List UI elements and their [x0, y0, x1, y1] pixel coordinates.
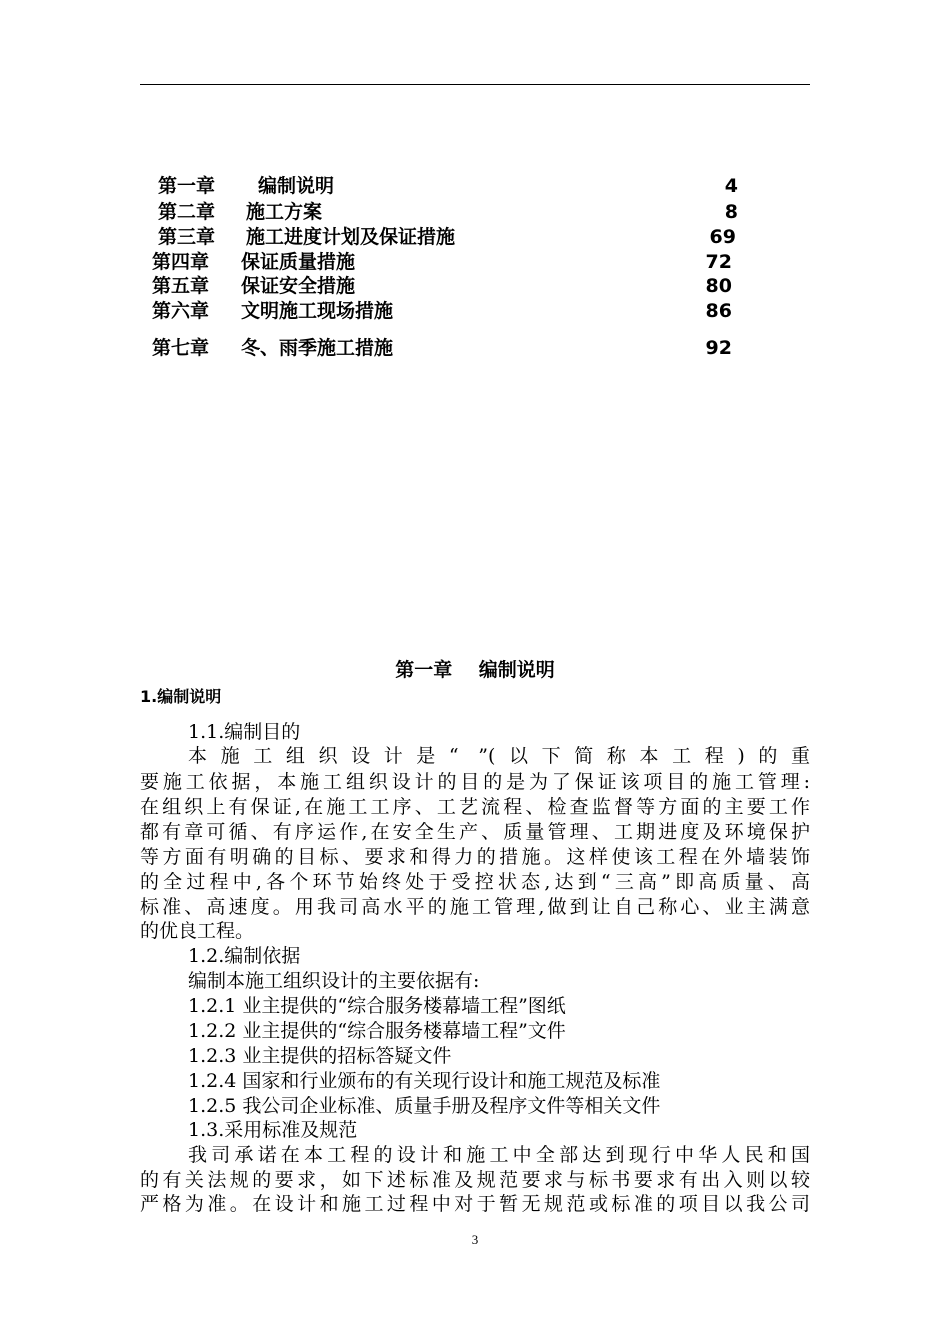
list-item: 1.2.4 国家和行业颁布的有关现行设计和施工规范及标准: [188, 1070, 661, 1092]
header-rule: [140, 84, 810, 85]
list-item: 1.2.2 业主提供的“综合服务楼幕墙工程”文件: [188, 1020, 566, 1042]
paragraph-line: 严格为准。在设计和施工过程中对于暂无规范或标准的项目以我公司: [140, 1193, 810, 1215]
paragraph-line: 编制本施工组织设计的主要依据有:: [188, 970, 480, 992]
section-heading: 1.编制说明: [140, 687, 222, 706]
list-item: 1.2.3 业主提供的招标答疑文件: [188, 1045, 452, 1067]
chapter-heading: 第一章 编制说明: [395, 659, 555, 681]
subsection-heading: 1.2.编制依据: [188, 945, 301, 967]
toc-entry[interactable]: [0, 199, 950, 225]
toc-chapter-title: 文明施工现场措施: [241, 300, 394, 322]
toc-chapter-number: 第一章: [158, 175, 216, 197]
toc-chapter-number: 第三章: [158, 226, 216, 248]
toc-chapter-number: 第七章: [152, 337, 210, 359]
toc-chapter-title: 保证安全措施: [241, 275, 356, 297]
toc-page-number: 8: [724, 201, 738, 223]
paragraph-line: 我司承诺在本工程的设计和施工中全部达到现行中华人民和国: [188, 1144, 810, 1166]
toc-entry[interactable]: [0, 298, 950, 324]
paragraph-line: 要施工依据，本施工组织设计的目的是为了保证该项目的施工管理:: [140, 771, 810, 793]
toc-page-number: 86: [705, 300, 732, 322]
toc-chapter-title: 施工方案: [246, 201, 323, 223]
toc-page-number: 80: [705, 275, 732, 297]
list-item: 1.2.5 我公司企业标准、质量手册及程序文件等相关文件: [188, 1095, 661, 1117]
paragraph-line: 的有关法规的要求，如下述标准及规范要求与标书要求有出入则以较: [140, 1169, 810, 1191]
toc-entry[interactable]: [0, 249, 950, 275]
list-item: 1.2.1 业主提供的“综合服务楼幕墙工程”图纸: [188, 995, 566, 1017]
paragraph-line: 标准、高速度。用我司高水平的施工管理,做到让自己称心、业主满意: [140, 896, 810, 918]
toc-page-number: 72: [705, 251, 732, 273]
paragraph-line: 都有章可循、有序运作,在安全生产、质量管理、工期进度及环境保护: [140, 821, 810, 843]
paragraph-line: 等方面有明确的目标、要求和得力的措施。这样使该工程在外墙装饰: [140, 846, 810, 868]
toc-entry[interactable]: [0, 224, 950, 250]
toc-entry[interactable]: [0, 173, 950, 199]
toc-chapter-title: 编制说明: [258, 175, 335, 197]
subsection-heading: 1.1.编制目的: [188, 721, 301, 743]
toc-chapter-number: 第四章: [152, 251, 210, 273]
toc-page-number: 69: [709, 226, 736, 248]
toc-page-number: 4: [724, 175, 738, 197]
toc-chapter-title: 施工进度计划及保证措施: [246, 226, 456, 248]
paragraph-line: 的全过程中,各个环节始终处于受控状态,达到“三高”即高质量、高: [140, 871, 810, 893]
page-number: 3: [471, 1232, 479, 1247]
paragraph-line: 在组织上有保证,在施工工序、工艺流程、检查监督等方面的主要工作: [140, 796, 810, 818]
toc-chapter-number: 第二章: [158, 201, 216, 223]
paragraph-line: 的优良工程。: [140, 920, 255, 942]
toc-page-number: 92: [705, 337, 732, 359]
toc-entry[interactable]: [0, 273, 950, 299]
subsection-heading: 1.3.采用标准及规范: [188, 1119, 358, 1141]
toc-chapter-number: 第六章: [152, 300, 210, 322]
toc-chapter-number: 第五章: [152, 275, 210, 297]
paragraph-line: 本施工组织设计是“ ”(以下简称本工程)的重: [188, 745, 810, 767]
toc-chapter-title: 冬、雨季施工措施: [241, 337, 394, 359]
toc-chapter-title: 保证质量措施: [241, 251, 356, 273]
toc-entry[interactable]: [0, 335, 950, 361]
